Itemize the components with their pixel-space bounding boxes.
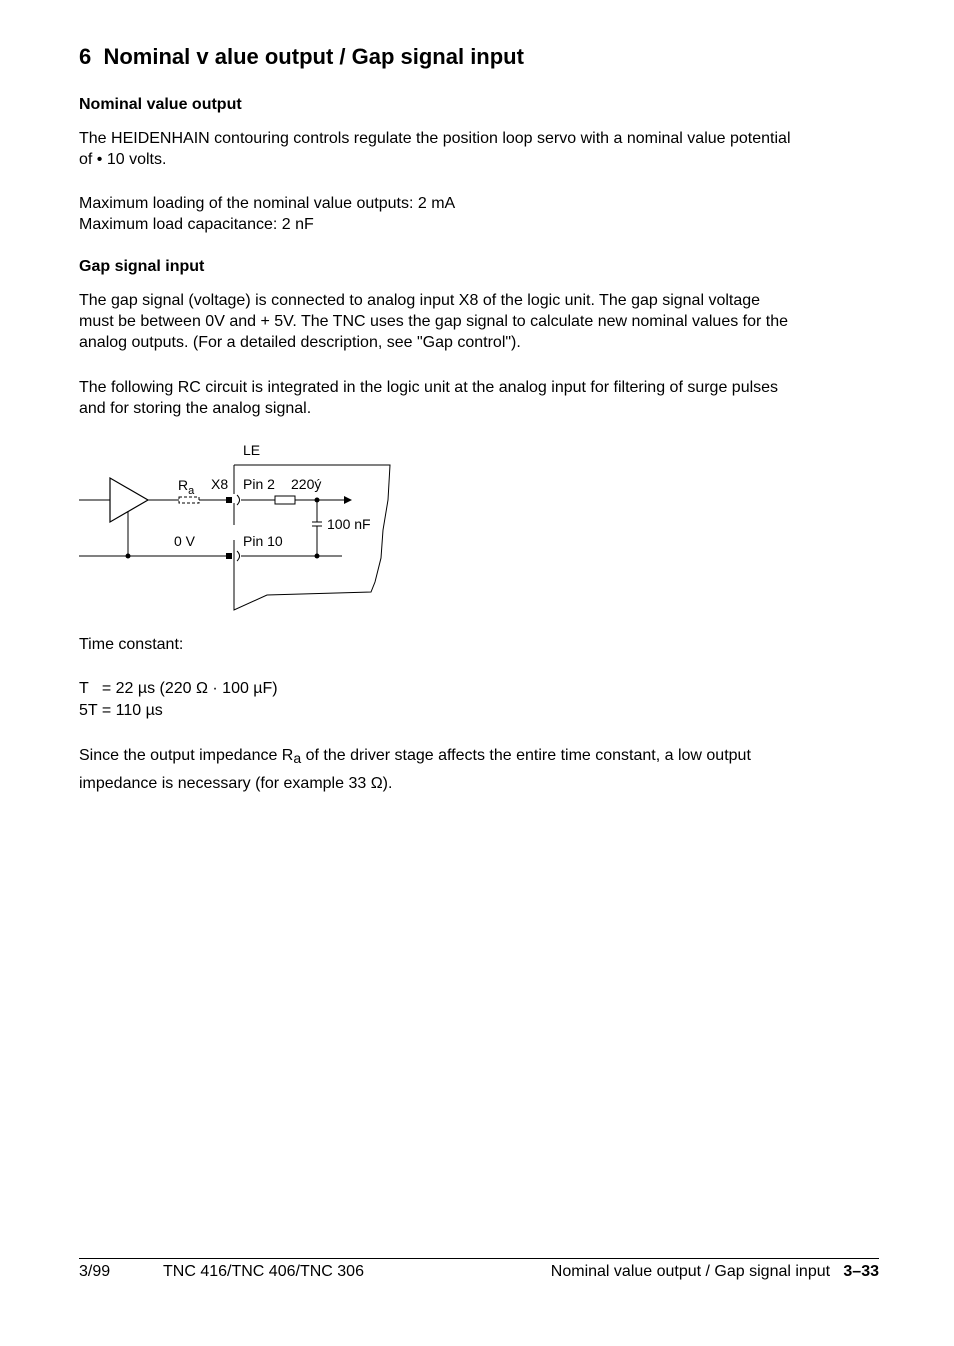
ra-label: $R_a$ xyxy=(178,477,195,497)
ra-resistor-icon xyxy=(179,497,199,503)
nominal-paragraph-2 xyxy=(79,193,879,235)
footer-section: Nominal value output / Gap signal input xyxy=(550,1263,831,1280)
connector-pin-icon xyxy=(226,497,232,503)
five-t-formula: 5T = 110 µs xyxy=(79,702,163,719)
text-line: analog outputs. (For a detailed description, see "Gap control"). xyxy=(79,334,521,351)
x8-label: X8 xyxy=(211,476,229,492)
nominal-paragraph-1 xyxy=(79,128,879,170)
capacitor-label: 100 nF xyxy=(327,516,371,532)
text-line: of • 10 volts. xyxy=(79,151,167,168)
zero-volt-label: 0 V xyxy=(174,533,196,549)
connector-socket-icon xyxy=(237,551,240,561)
junction-dot xyxy=(126,554,131,559)
footer-right xyxy=(551,1263,879,1281)
gap-paragraph-1 xyxy=(79,290,879,353)
chapter-number: 6 xyxy=(79,44,92,69)
time-constant-values xyxy=(79,678,879,721)
arrow-right-icon xyxy=(344,496,352,504)
rc-circuit-diagram xyxy=(79,430,399,615)
resistor-220-icon xyxy=(275,496,295,504)
pin2-label: Pin 2 xyxy=(243,476,275,492)
gap-paragraph-2 xyxy=(79,377,879,419)
t-formula: T = 22 µs (220 Ω · 100 µF) xyxy=(79,680,278,697)
pin10-label: Pin 10 xyxy=(243,533,283,549)
connector-socket-icon xyxy=(237,495,240,505)
text-line: The gap signal (voltage) is connected to analog input X8 of the logic unit. The gap signal voltage xyxy=(79,292,761,309)
resistor-220-label: 220ý xyxy=(291,476,322,492)
connector-pin-icon xyxy=(226,553,232,559)
footer-date: 3/99 xyxy=(79,1263,111,1280)
text-line: impedance is necessary (for example 33 Ω). xyxy=(79,775,393,792)
time-constant-label: Time constant: xyxy=(79,636,184,653)
footer-rule xyxy=(79,1258,879,1259)
section-heading-nominal: Nominal value output xyxy=(79,96,242,113)
text-line: Since the output impedance $R_a$ of the driver stage affects the entire time constant, a low output xyxy=(79,747,751,766)
text-line: The following RC circuit is integrated in the logic unit at the analog input for filtering of surge pulses xyxy=(79,379,779,396)
footer-model: TNC 416/TNC 406/TNC 306 xyxy=(163,1263,364,1280)
chapter-title: Nominal v alue output / Gap signal input xyxy=(103,44,524,69)
text-line: Maximum loading of the nominal value outputs: 2 mA xyxy=(79,195,456,212)
text-line: Maximum load capacitance: 2 nF xyxy=(79,216,314,233)
logic-unit-label: LE xyxy=(243,442,261,458)
chapter-heading xyxy=(79,44,524,70)
page-number: 3–33 xyxy=(843,1263,879,1280)
section-heading-gap: Gap signal input xyxy=(79,258,205,275)
impedance-paragraph xyxy=(79,743,879,797)
text-line: must be between 0V and + 5V. The TNC uses the gap signal to calculate new nominal values for the xyxy=(79,313,789,330)
amplifier-triangle-icon xyxy=(110,478,148,522)
text-line: and for storing the analog signal. xyxy=(79,400,312,417)
text-line: The HEIDENHAIN contouring controls regulate the position loop servo with a nominal value potential xyxy=(79,130,791,147)
